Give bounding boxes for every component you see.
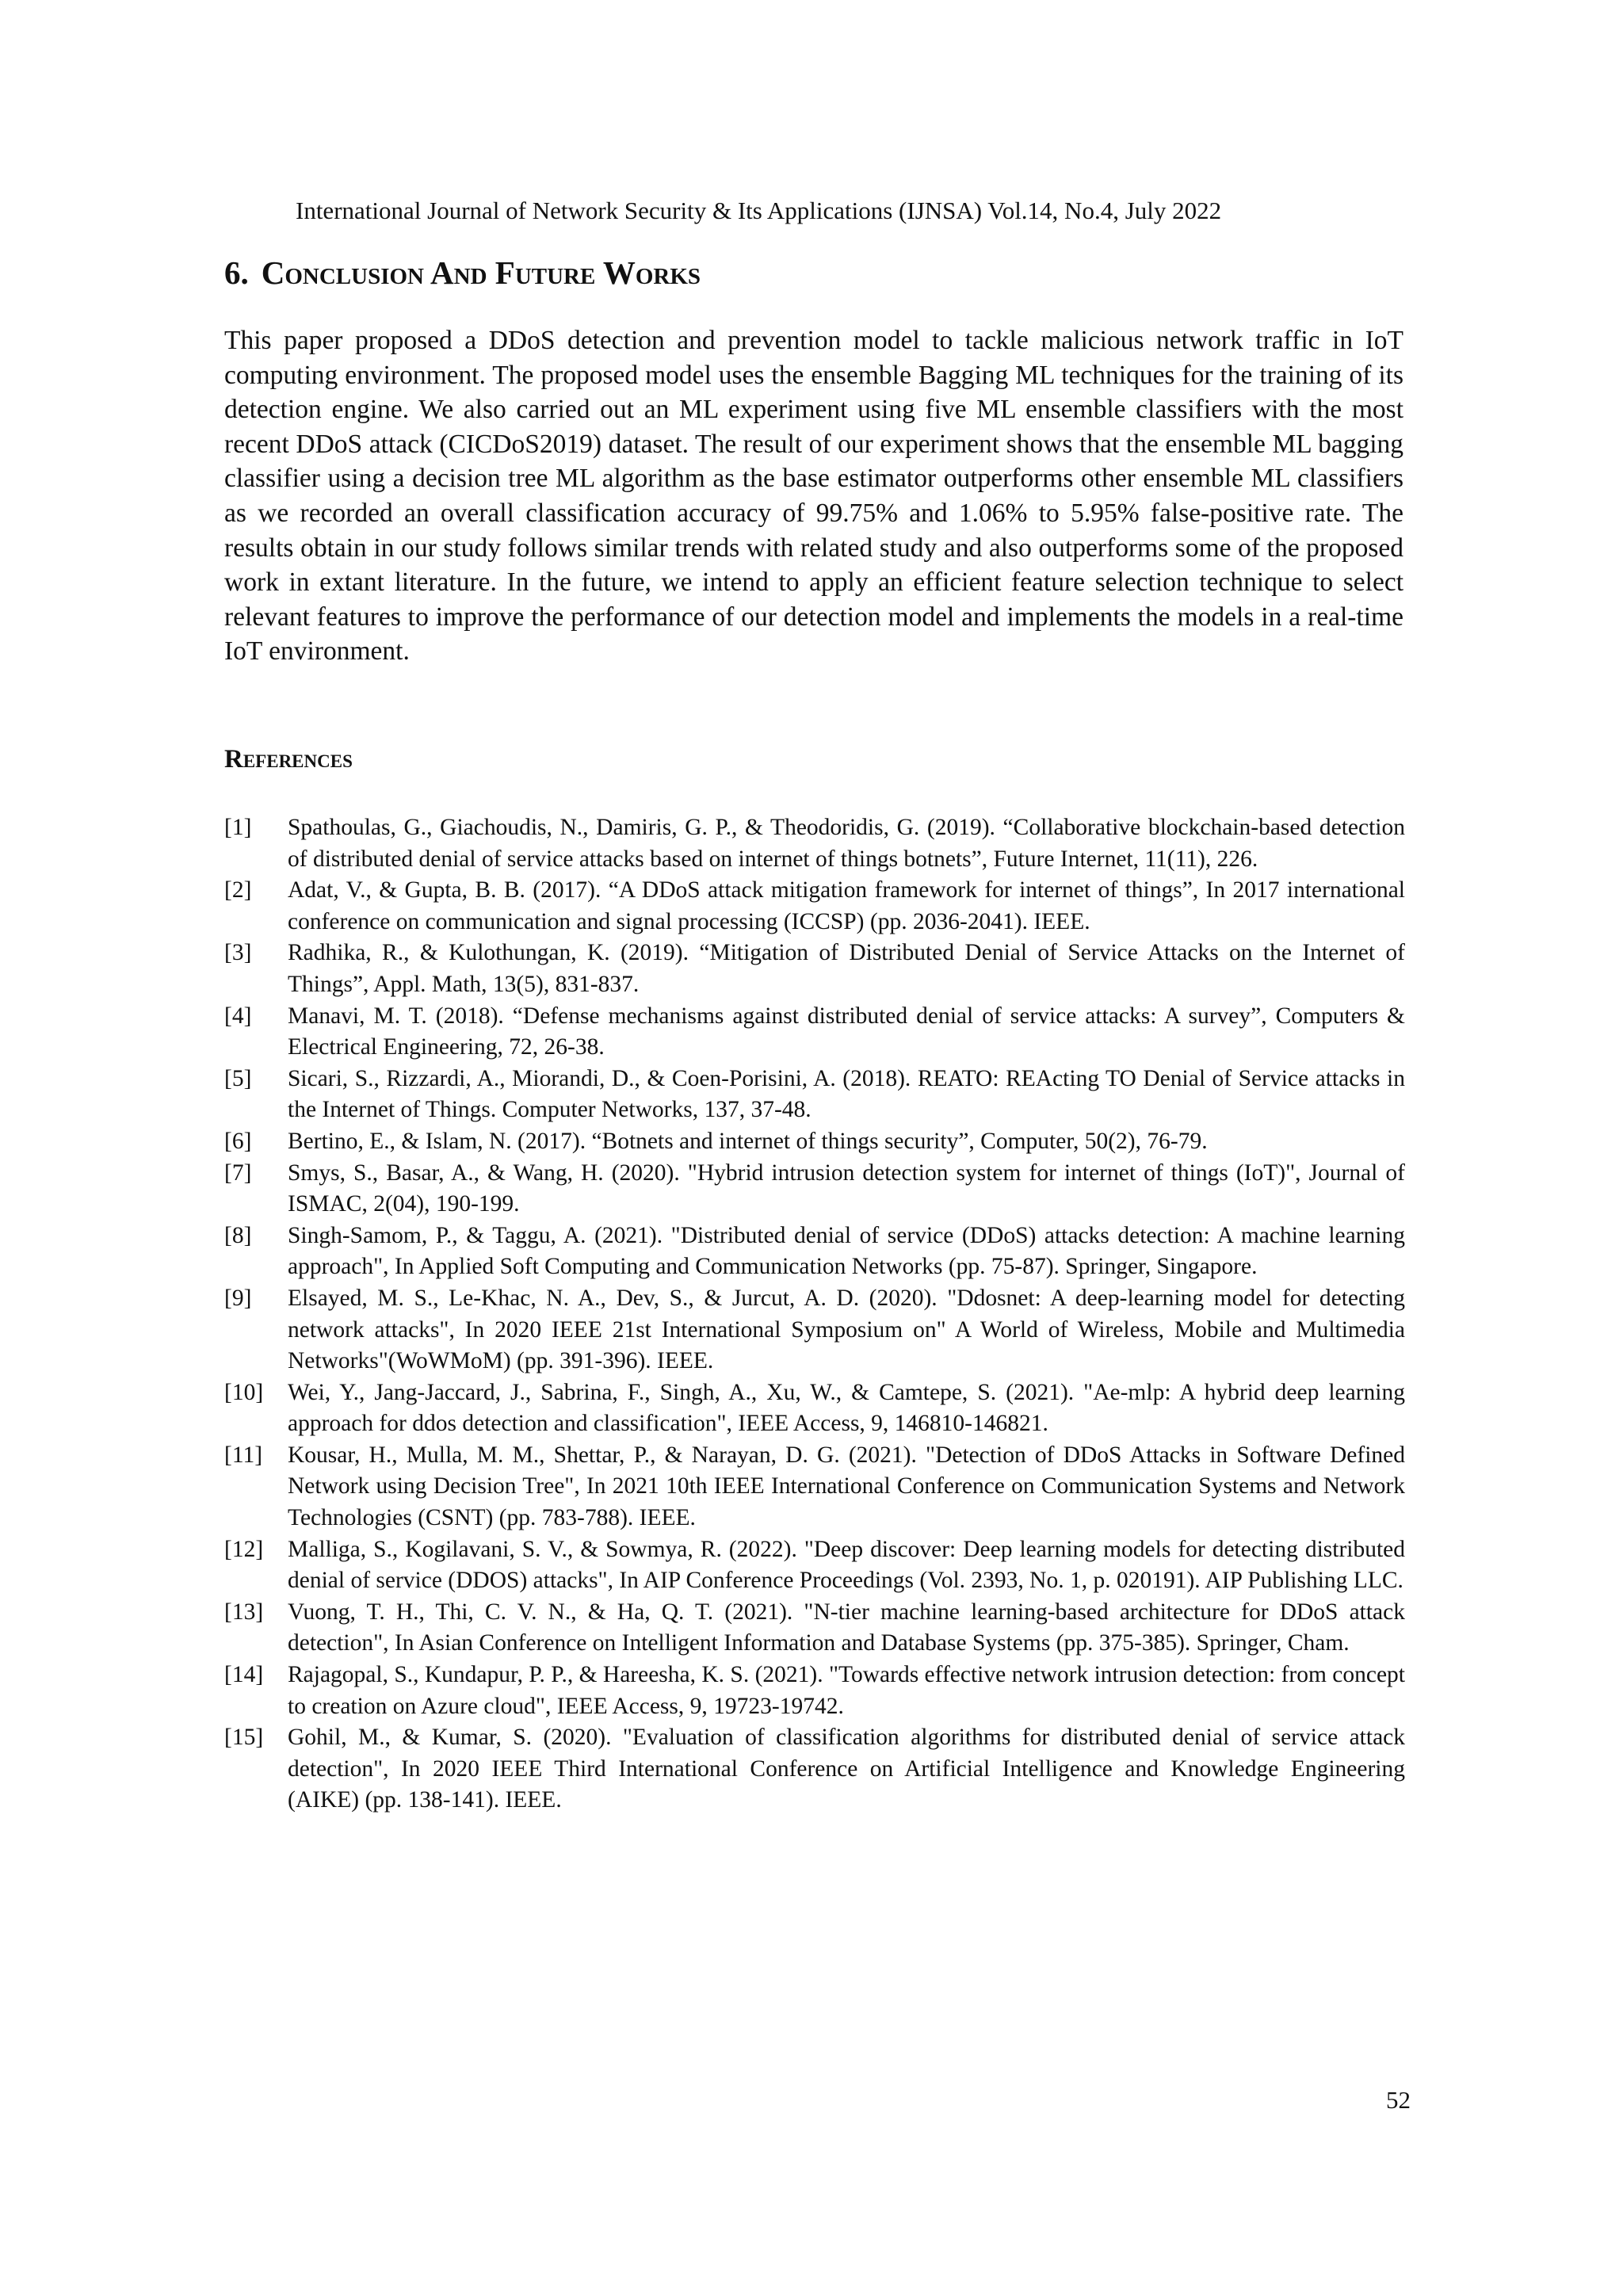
- reference-number: [12]: [224, 1536, 264, 1562]
- page-number: 52: [1386, 2086, 1411, 2114]
- references-heading: References: [224, 745, 353, 774]
- reference-item: [224, 1001, 1405, 1064]
- reference-item: [224, 1158, 1405, 1221]
- reference-number: [10]: [224, 1379, 264, 1405]
- reference-number: [7]: [224, 1159, 252, 1186]
- reference-number: [13]: [224, 1599, 264, 1625]
- reference-item: [224, 1597, 1405, 1660]
- reference-item: [224, 875, 1405, 938]
- reference-number: [3]: [224, 940, 252, 966]
- reference-text: Smys, S., Basar, A., & Wang, H. (2020). "Hybrid intrusion detection system for internet of things (IoT)", Journal of ISMAC, 2(04), 190-199.: [288, 1159, 1405, 1217]
- reference-item: [224, 1440, 1405, 1534]
- reference-number: [8]: [224, 1222, 252, 1248]
- reference-text: Radhika, R., & Kulothungan, K. (2019). “Mitigation of Distributed Denial of Service Attacks on the Internet of Things”, Appl. Math, 13(5), 831-837.: [288, 940, 1405, 997]
- reference-item: [224, 1221, 1405, 1283]
- reference-text: Manavi, M. T. (2018). “Defense mechanisms against distributed denial of service attacks: A survey”, Computers & Electrical Engineering, 72, 26-38.: [288, 1003, 1405, 1060]
- reference-text: Spathoulas, G., Giachoudis, N., Damiris, G. P., & Theodoridis, G. (2019). “Collaborative blockchain-based detection of distributed denial of service attacks based on internet of things botnets”, Future Internet, 11(11), 226.: [288, 815, 1405, 872]
- reference-text: Gohil, M., & Kumar, S. (2020). "Evaluation of classification algorithms for distributed denial of service attack detection", In 2020 IEEE Third International Conference on Artificial Intelligence and Knowledge Engineering (AIKE) (pp. 138-141). IEEE.: [288, 1725, 1405, 1813]
- reference-text: Kousar, H., Mulla, M. M., Shettar, P., & Narayan, D. G. (2021). "Detection of DDoS Attacks in Software Defined Network using Decision Tree", In 2021 10th IEEE International Conference on Communication Systems and Network Technologies (CSNT) (pp. 783-788). IEEE.: [288, 1442, 1405, 1531]
- reference-item: [224, 1283, 1405, 1377]
- reference-list: [224, 812, 1405, 1817]
- reference-text: Rajagopal, S., Kundapur, P. P., & Hareesha, K. S. (2021). "Towards effective network intrusion detection: from concept to creation on Azure cloud", IEEE Access, 9, 19723-19742.: [288, 1662, 1406, 1719]
- reference-number: [9]: [224, 1285, 252, 1311]
- reference-item: [224, 1064, 1405, 1126]
- reference-item: [224, 1377, 1405, 1440]
- reference-item: [224, 1660, 1405, 1722]
- reference-number: [15]: [224, 1725, 264, 1751]
- reference-number: [5]: [224, 1065, 252, 1091]
- reference-text: Sicari, S., Rizzardi, A., Miorandi, D., & Coen-Porisini, A. (2018). REATO: REActing TO Denial of Service attacks in the Internet of Things. Computer Networks, 137, 37-48.: [288, 1065, 1405, 1123]
- reference-number: [11]: [224, 1442, 263, 1468]
- section-number: 6.: [224, 254, 249, 291]
- running-header: International Journal of Network Security & Its Applications (IJNSA) Vol.14, No.4, July 2022: [296, 197, 1222, 224]
- reference-item: [224, 1722, 1405, 1817]
- reference-text: Singh-Samom, P., & Taggu, A. (2021). "Distributed denial of service (DDoS) attacks detection: A machine learning approach", In Applied Soft Computing and Communication Networks (pp. 75-87). Springer, Singapore.: [288, 1222, 1405, 1280]
- reference-number: [14]: [224, 1662, 264, 1688]
- section-heading: [224, 252, 1413, 293]
- reference-item: [224, 938, 1405, 1000]
- section-title: Conclusion And Future Works: [261, 254, 701, 291]
- reference-item: [224, 812, 1405, 875]
- reference-number: [2]: [224, 877, 252, 904]
- reference-text: Malliga, S., Kogilavani, S. V., & Sowmya, R. (2022). "Deep discover: Deep learning models for detecting distributed denial of service (DDOS) attacks", In AIP Conference Proceedings (Vol. 2393, No. 1, p. 020191). AIP Publishing LLC.: [288, 1536, 1405, 1594]
- reference-item: [224, 1534, 1405, 1597]
- reference-number: [1]: [224, 815, 252, 840]
- reference-text: Adat, V., & Gupta, B. B. (2017). “A DDoS attack mitigation framework for internet of things”, In 2017 international conference on communication and signal processing (ICCSP) (pp. 2036-2041). IEEE.: [288, 877, 1405, 934]
- conclusion-paragraph: This paper proposed a DDoS detection and prevention model to tackle malicious network traffic in IoT computing environment. The proposed model uses the ensemble Bagging ML techniques for the training of its detection engine. We also carried out an ML experiment using five ML ensemble classifiers with the most recent DDoS attack (CICDoS2019) dataset. The result of our experiment shows that the ensemble ML bagging classifier using a decision tree ML algorithm as the base estimator outperforms other ensemble ML classifiers as we recorded an overall classification accuracy of 99.75% and 1.06% to 5.95% false-positive rate. The results obtain in our study follows similar trends with related study and also outperforms some of the proposed work in extant literature. In the future, we intend to apply an efficient feature selection technique to select relevant features to improve the performance of our detection model and implements the models in a real-time IoT environment.: [224, 326, 1403, 667]
- reference-text: Wei, Y., Jang-Jaccard, J., Sabrina, F., Singh, A., Xu, W., & Camtepe, S. (2021). "Ae-mlp: A hybrid deep learning approach for ddos detection and classification", IEEE Access, 9, 146810-146821.: [288, 1379, 1405, 1437]
- reference-number: [6]: [224, 1128, 252, 1154]
- reference-text: Vuong, T. H., Thi, C. V. N., & Ha, Q. T. (2021). "N-tier machine learning-based architecture for DDoS attack detection", In Asian Conference on Intelligent Information and Database Systems (pp. 375-385). Springer, Cham.: [288, 1599, 1405, 1656]
- reference-text: Elsayed, M. S., Le-Khac, N. A., Dev, S., & Jurcut, A. D. (2020). "Ddosnet: A deep-learning model for detecting network attacks", In 2020 IEEE 21st International Symposium on" A World of Wireless, Mobile and Multimedia Networks"(WoWMoM) (pp. 391-396). IEEE.: [288, 1285, 1405, 1374]
- reference-item: [224, 1126, 1405, 1158]
- reference-text: Bertino, E., & Islam, N. (2017). “Botnets and internet of things security”, Computer, 50(2), 76-79.: [288, 1128, 1208, 1154]
- reference-number: [4]: [224, 1003, 252, 1029]
